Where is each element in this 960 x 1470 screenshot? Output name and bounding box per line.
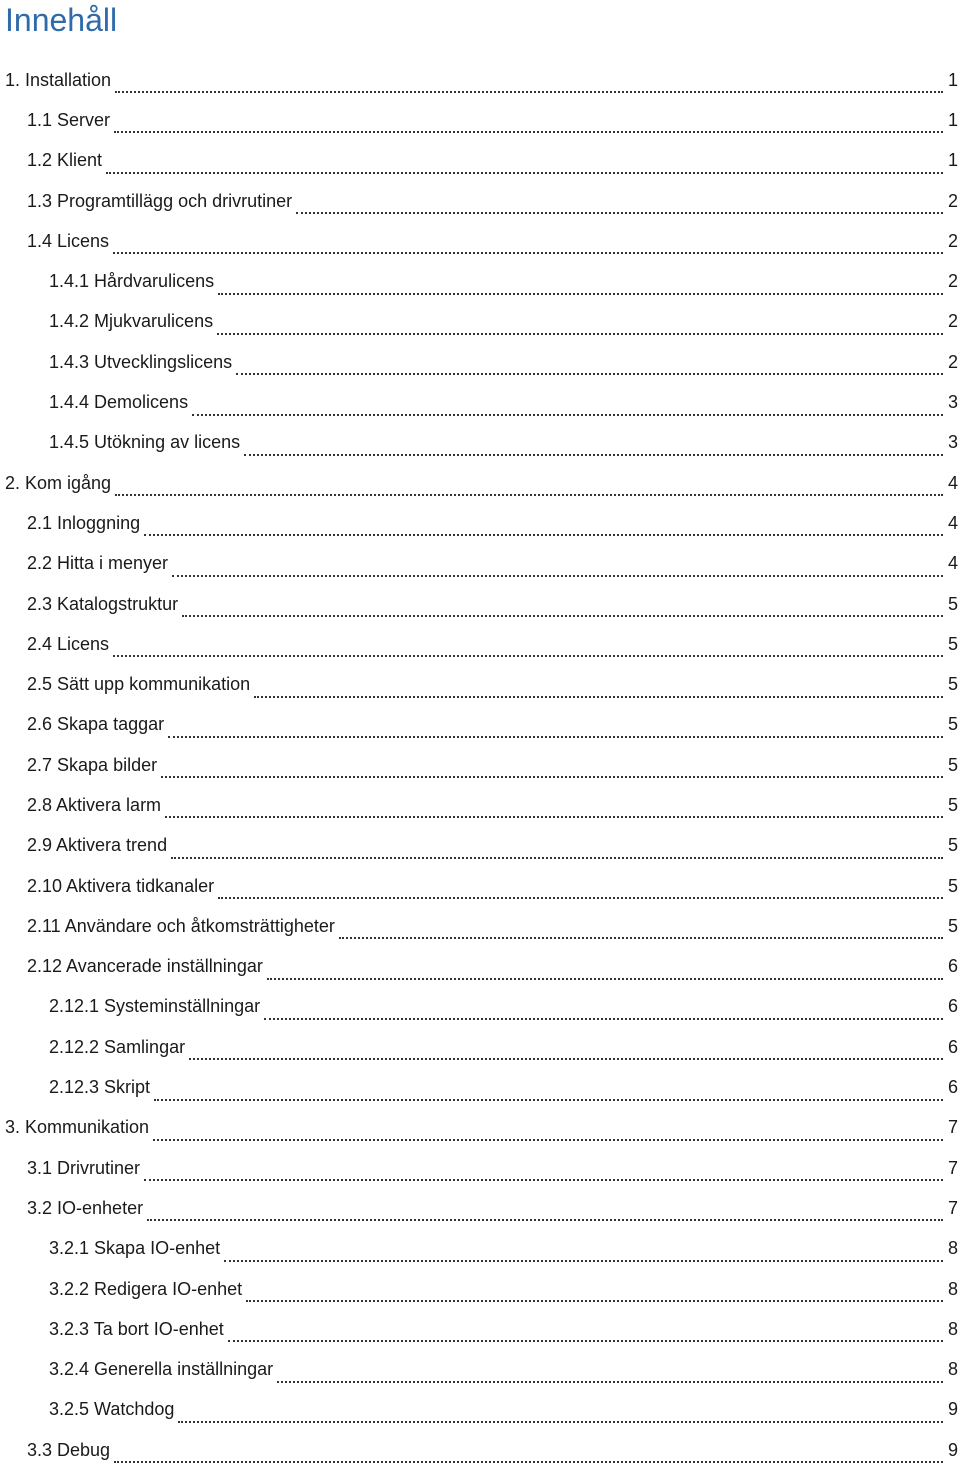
toc-entry[interactable] (0, 1188, 960, 1228)
toc-entry-label: 2.9 Aktivera trend (27, 835, 168, 856)
toc-entry[interactable] (0, 1309, 960, 1349)
dot-leader (264, 1018, 943, 1020)
toc-entry-label: 3.2.4 Generella inställningar (49, 1359, 274, 1380)
toc-entry-page-number: 2 (947, 351, 958, 372)
dot-leader (172, 575, 943, 577)
toc-entry[interactable] (0, 261, 960, 301)
toc-entry-page-number: 8 (947, 1359, 958, 1380)
dot-leader (182, 615, 943, 617)
dot-leader (113, 252, 943, 254)
toc-entry-page-number: 9 (947, 1439, 958, 1460)
dot-leader (189, 1058, 943, 1060)
toc-entry[interactable] (0, 342, 960, 382)
toc-entry[interactable] (0, 624, 960, 664)
toc-entry[interactable] (0, 503, 960, 543)
toc-entry-label: 2.6 Skapa taggar (27, 714, 165, 735)
toc-entry-label: 2.8 Aktivera larm (27, 794, 162, 815)
toc-entry-page-number: 8 (947, 1318, 958, 1339)
toc-entry-label: 3.2.2 Redigera IO-enhet (49, 1278, 243, 1299)
toc-entry[interactable] (0, 947, 960, 987)
toc-entry[interactable] (0, 987, 960, 1027)
toc-entry[interactable] (0, 584, 960, 624)
dot-leader (178, 1421, 943, 1423)
dot-leader (192, 414, 943, 416)
toc-entry[interactable] (0, 1350, 960, 1390)
dot-leader (161, 776, 943, 778)
toc-entry-label: 1.4.4 Demolicens (49, 392, 189, 413)
toc-entry-page-number: 5 (947, 754, 958, 775)
toc-entry-page-number: 5 (947, 593, 958, 614)
dot-leader (154, 1099, 943, 1101)
toc-entry-page-number: 4 (947, 472, 958, 493)
toc-entry-page-number: 3 (947, 392, 958, 413)
toc-entry-page-number: 7 (947, 1157, 958, 1178)
toc-entry-label: 1.4.3 Utvecklingslicens (49, 351, 233, 372)
toc-entry-label: 3.2 IO-enheter (27, 1197, 144, 1218)
dot-leader (218, 293, 943, 295)
dot-leader (267, 978, 943, 980)
toc-entry[interactable] (0, 221, 960, 261)
toc-entry[interactable] (0, 423, 960, 463)
dot-leader (217, 333, 943, 335)
toc-entry-page-number: 6 (947, 956, 958, 977)
dot-leader (246, 1300, 943, 1302)
toc-entry[interactable] (0, 745, 960, 785)
toc-entry[interactable] (0, 1148, 960, 1188)
dot-leader (236, 373, 943, 375)
toc-entry-label: 2.12.2 Samlingar (49, 1036, 186, 1057)
dot-leader (106, 172, 943, 174)
toc-entry-page-number: 6 (947, 996, 958, 1017)
toc-entry-label: 2.12 Avancerade inställningar (27, 956, 263, 977)
toc-entry-label: 3.2.3 Ta bort IO-enhet (49, 1318, 224, 1339)
toc-entry-label: 2.11 Användare och åtkomsträttigheter (27, 915, 335, 936)
toc-entry-label: 1. Installation (5, 69, 112, 90)
dot-leader (218, 897, 943, 899)
toc-entry-label: 3.3 Debug (27, 1439, 111, 1460)
toc-entry[interactable] (0, 866, 960, 906)
toc-entry-page-number: 3 (947, 432, 958, 453)
toc-entry[interactable] (0, 1108, 960, 1148)
toc-entry-page-number: 5 (947, 915, 958, 936)
toc-entry-page-number: 9 (947, 1399, 958, 1420)
toc-entry-label: 1.1 Server (27, 109, 111, 130)
dot-leader (115, 91, 943, 93)
toc-entry-label: 2.7 Skapa bilder (27, 754, 158, 775)
toc-entry-label: 2.2 Hitta i menyer (27, 553, 169, 574)
toc-entry-label: 3.2.5 Watchdog (49, 1399, 175, 1420)
dot-leader (171, 857, 943, 859)
toc-entry-page-number: 1 (947, 150, 958, 171)
toc-entry-label: 2. Kom igång (5, 472, 112, 493)
toc-entry[interactable] (0, 1269, 960, 1309)
table-of-contents (0, 60, 960, 1470)
toc-entry[interactable] (0, 1027, 960, 1067)
toc-entry-page-number: 5 (947, 875, 958, 896)
dot-leader (296, 212, 943, 214)
toc-entry[interactable] (0, 141, 960, 181)
toc-entry-page-number: 4 (947, 553, 958, 574)
dot-leader (277, 1381, 943, 1383)
toc-entry-page-number: 7 (947, 1197, 958, 1218)
dot-leader (144, 1179, 943, 1181)
toc-entry[interactable] (0, 60, 960, 100)
toc-entry-page-number: 1 (947, 69, 958, 90)
toc-entry[interactable] (0, 181, 960, 221)
dot-leader (115, 494, 943, 496)
toc-entry-label: 3.2.1 Skapa IO-enhet (49, 1238, 221, 1259)
toc-entry-label: 1.4 Licens (27, 230, 110, 251)
toc-entry[interactable] (0, 826, 960, 866)
dot-leader (224, 1260, 943, 1262)
toc-entry-page-number: 5 (947, 633, 958, 654)
toc-entry-page-number: 2 (947, 271, 958, 292)
toc-entry-page-number: 6 (947, 1036, 958, 1057)
toc-entry-page-number: 2 (947, 230, 958, 251)
toc-entry[interactable] (0, 544, 960, 584)
dot-leader (228, 1340, 943, 1342)
toc-entry[interactable] (0, 1067, 960, 1107)
dot-leader (153, 1139, 943, 1141)
toc-entry[interactable] (0, 463, 960, 503)
toc-entry[interactable] (0, 1390, 960, 1430)
toc-entry-label: 2.12.1 Systeminställningar (49, 996, 261, 1017)
toc-entry[interactable] (0, 382, 960, 422)
toc-entry-page-number: 5 (947, 674, 958, 695)
toc-entry[interactable] (0, 100, 960, 140)
dot-leader (113, 655, 943, 657)
toc-entry[interactable] (0, 785, 960, 825)
dot-leader (147, 1219, 943, 1221)
toc-entry-label: 1.3 Programtillägg och drivrutiner (27, 190, 293, 211)
toc-entry-page-number: 5 (947, 835, 958, 856)
toc-entry-label: 2.5 Sätt upp kommunikation (27, 674, 251, 695)
dot-leader (165, 816, 943, 818)
toc-entry[interactable] (0, 1430, 960, 1470)
dot-leader (144, 534, 943, 536)
toc-entry-label: 3. Kommunikation (5, 1117, 150, 1138)
toc-entry-page-number: 4 (947, 512, 958, 533)
toc-entry-page-number: 8 (947, 1238, 958, 1259)
toc-entry-label: 2.3 Katalogstruktur (27, 593, 179, 614)
toc-entry-page-number: 7 (947, 1117, 958, 1138)
toc-entry-label: 2.4 Licens (27, 633, 110, 654)
toc-entry-page-number: 2 (947, 190, 958, 211)
toc-entry[interactable] (0, 705, 960, 745)
page-title: Innehåll (5, 2, 118, 38)
toc-entry-label: 2.12.3 Skript (49, 1077, 151, 1098)
toc-entry-page-number: 2 (947, 311, 958, 332)
toc-entry-page-number: 8 (947, 1278, 958, 1299)
toc-entry-page-number: 5 (947, 794, 958, 815)
toc-entry-label: 1.4.5 Utökning av licens (49, 432, 241, 453)
toc-entry[interactable] (0, 664, 960, 704)
toc-entry[interactable] (0, 906, 960, 946)
toc-entry-label: 2.10 Aktivera tidkanaler (27, 875, 215, 896)
dot-leader (244, 454, 943, 456)
toc-entry-label: 2.1 Inloggning (27, 512, 141, 533)
toc-entry[interactable] (0, 302, 960, 342)
toc-entry-label: 1.4.2 Mjukvarulicens (49, 311, 214, 332)
toc-entry-page-number: 5 (947, 714, 958, 735)
toc-entry-label: 1.2 Klient (27, 150, 103, 171)
dot-leader (114, 131, 943, 133)
dot-leader (339, 937, 943, 939)
dot-leader (254, 696, 943, 698)
toc-entry[interactable] (0, 1229, 960, 1269)
toc-entry-label: 3.1 Drivrutiner (27, 1157, 141, 1178)
dot-leader (168, 736, 943, 738)
toc-entry-label: 1.4.1 Hårdvarulicens (49, 271, 215, 292)
toc-entry-page-number: 1 (947, 109, 958, 130)
toc-entry-page-number: 6 (947, 1077, 958, 1098)
